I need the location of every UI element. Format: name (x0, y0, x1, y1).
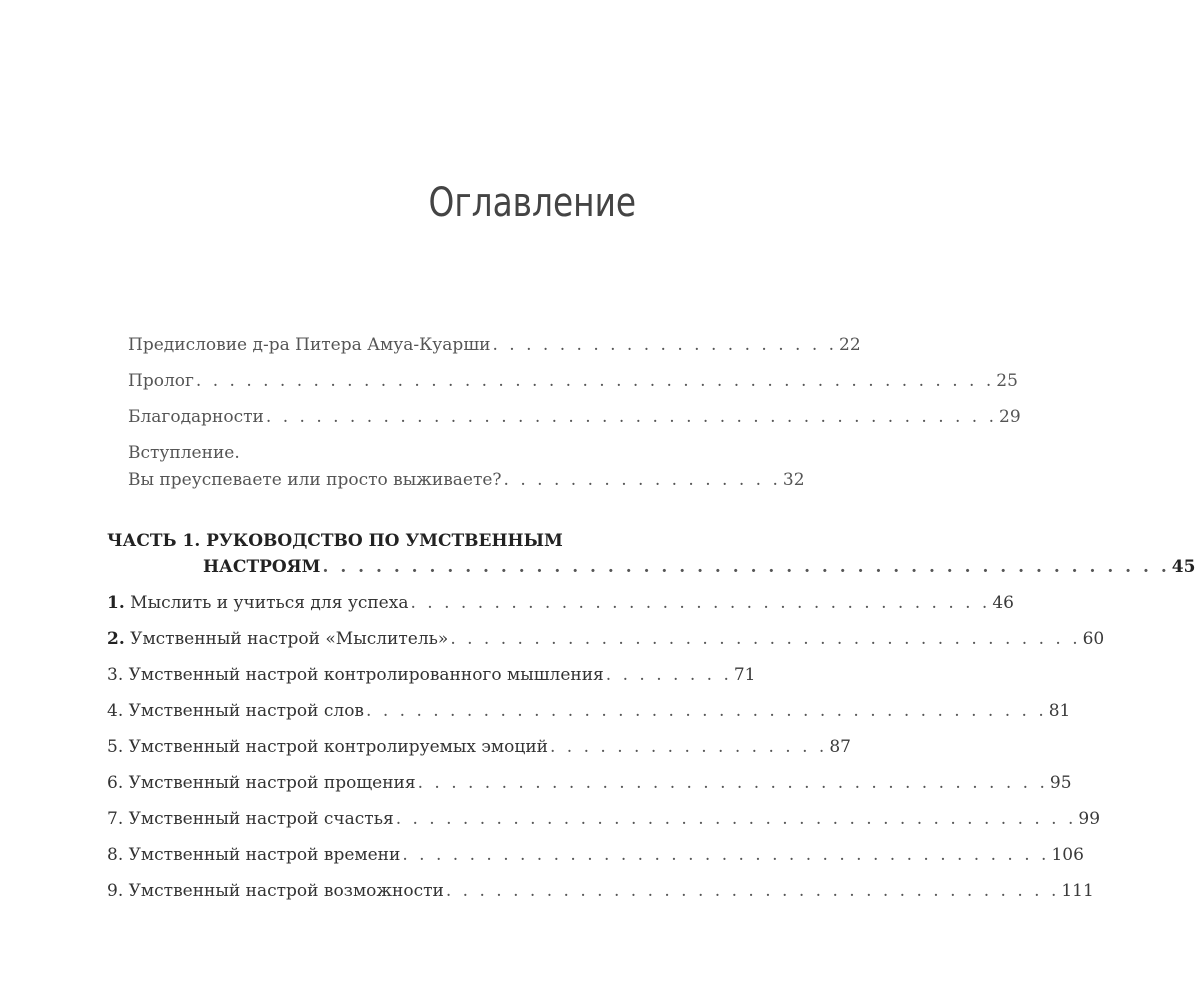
toc-chapter-1[interactable] (107, 592, 1014, 614)
dot-leader: . . . . . . . . . . . . . . . . . . . . . . . . . . . . . . . . . . . . . (445, 881, 1060, 901)
chapter-number: 7. (107, 809, 124, 829)
chapter-number: 3. (107, 665, 124, 685)
dot-leader: . . . . . . . . . . . . . . . . . . . . . . . . . . . . . . . . . . . . . . . (402, 845, 1050, 865)
toc-entry-page: 87 (829, 737, 851, 757)
dot-leader: . . . . . . . . . . . . . . . . . (549, 737, 828, 757)
toc-chapter-3[interactable] (107, 664, 756, 686)
toc-chapter-5[interactable] (107, 736, 851, 758)
toc-entry-label: НАСТРОЯМ (203, 557, 321, 577)
chapter-title: Умственный настрой счастья (128, 809, 394, 829)
toc-chapter-4[interactable] (107, 700, 1071, 722)
toc-entry-page: 81 (1048, 701, 1071, 721)
toc-entry-intro-line1[interactable]: Вступление. (128, 443, 240, 463)
toc-entry-page: 106 (1051, 845, 1084, 865)
dot-leader: . . . . . . . . . . . . . . . . . . . . . (492, 335, 838, 355)
toc-entry-label (107, 880, 444, 902)
toc-entry-label (107, 808, 394, 830)
toc-entry-label (107, 772, 416, 794)
chapter-number: 9. (107, 881, 124, 901)
page-title: Оглавление (428, 180, 636, 226)
chapter-title: Умственный настрой контролируемых эмоций (128, 737, 548, 757)
chapter-title: Умственный настрой времени (128, 845, 401, 865)
toc-entry-label: Предисловие д-ра Питера Амуа-Куарши (128, 335, 491, 355)
toc-entry-page: 99 (1078, 809, 1101, 829)
dot-leader: . . . . . . . . . . . . . . . . . . . . . . . . . . . . . . . . . . . . . . . . . . . . . . . . (195, 371, 995, 391)
toc-entry-label (107, 628, 448, 650)
toc-entry-page: 111 (1061, 881, 1094, 901)
toc-entry-acknowledgements[interactable] (128, 406, 1021, 428)
toc-entry-page: 60 (1082, 629, 1105, 649)
dot-leader: . . . . . . . . . . . . . . . . . (503, 470, 781, 490)
toc-entry-page: 22 (839, 335, 861, 355)
toc-entry-foreword[interactable] (128, 334, 861, 356)
dot-leader: . . . . . . . . (605, 665, 732, 685)
chapter-number: 5. (107, 737, 124, 757)
chapter-number: 6. (107, 773, 124, 793)
toc-entry-page: 46 (992, 593, 1014, 613)
chapter-title: Умственный настрой контролированного мышления (128, 665, 604, 685)
toc-entry-introduction[interactable] (128, 469, 805, 491)
part-heading-entry[interactable] (203, 556, 1195, 578)
toc-entry-page: 29 (999, 407, 1021, 427)
toc-entry-page: 95 (1049, 773, 1072, 793)
toc-entry-label: Благодарности (128, 407, 264, 427)
chapter-title: Умственный настрой слов (128, 701, 365, 721)
toc-entry-prologue[interactable] (128, 370, 1018, 392)
chapter-title: Умственный настрой прощения (128, 773, 416, 793)
chapter-number: 2. (107, 629, 125, 649)
toc-entry-label (107, 736, 548, 758)
toc-entry-label: Вы преуспеваете или просто выживаете? (128, 470, 502, 490)
dot-leader: . . . . . . . . . . . . . . . . . . . . . . . . . . . . . . . . . . . . . . . . . (366, 701, 1047, 721)
chapter-number: 8. (107, 845, 124, 865)
dot-leader: . . . . . . . . . . . . . . . . . . . . . . . . . . . . . . . . . . . (410, 593, 991, 613)
chapter-title: Умственный настрой возможности (128, 881, 444, 901)
dot-leader: . . . . . . . . . . . . . . . . . . . . . . . . . . . . . . . . . . . . . . (417, 773, 1048, 793)
toc-chapter-2[interactable] (107, 628, 1105, 650)
toc-entry-page: 71 (733, 665, 756, 685)
dot-leader: . . . . . . . . . . . . . . . . . . . . . . . . . . . . . . . . . . . . . . . . . . . . . . . . (322, 557, 1170, 577)
toc-entry-label (107, 700, 364, 722)
toc-chapter-8[interactable] (107, 844, 1084, 866)
toc-entry-label (107, 844, 400, 866)
dot-leader: . . . . . . . . . . . . . . . . . . . . . . . . . . . . . . . . . . . . . . (450, 629, 1081, 649)
dot-leader: . . . . . . . . . . . . . . . . . . . . . . . . . . . . . . . . . . . . . . . . . (395, 809, 1077, 829)
toc-chapter-6[interactable] (107, 772, 1072, 794)
toc-chapter-9[interactable] (107, 880, 1094, 902)
toc-entry-page: 25 (996, 371, 1018, 391)
toc-entry-label: Пролог (128, 371, 194, 391)
toc-entry-label (107, 592, 408, 614)
chapter-title: Умственный настрой «Мыслитель» (130, 629, 449, 649)
dot-leader: . . . . . . . . . . . . . . . . . . . . . . . . . . . . . . . . . . . . . . . . . . . . (265, 407, 998, 427)
chapter-title: Мыслить и учиться для успеха (130, 593, 409, 613)
chapter-number: 4. (107, 701, 124, 721)
chapter-number: 1. (107, 593, 125, 613)
toc-entry-page: 32 (782, 470, 805, 490)
toc-entry-page: 45 (1171, 557, 1195, 577)
toc-entry-label (107, 664, 604, 686)
toc-chapter-7[interactable] (107, 808, 1101, 830)
part-heading-line1[interactable]: ЧАСТЬ 1. РУКОВОДСТВО ПО УМСТВЕННЫМ (107, 531, 563, 551)
